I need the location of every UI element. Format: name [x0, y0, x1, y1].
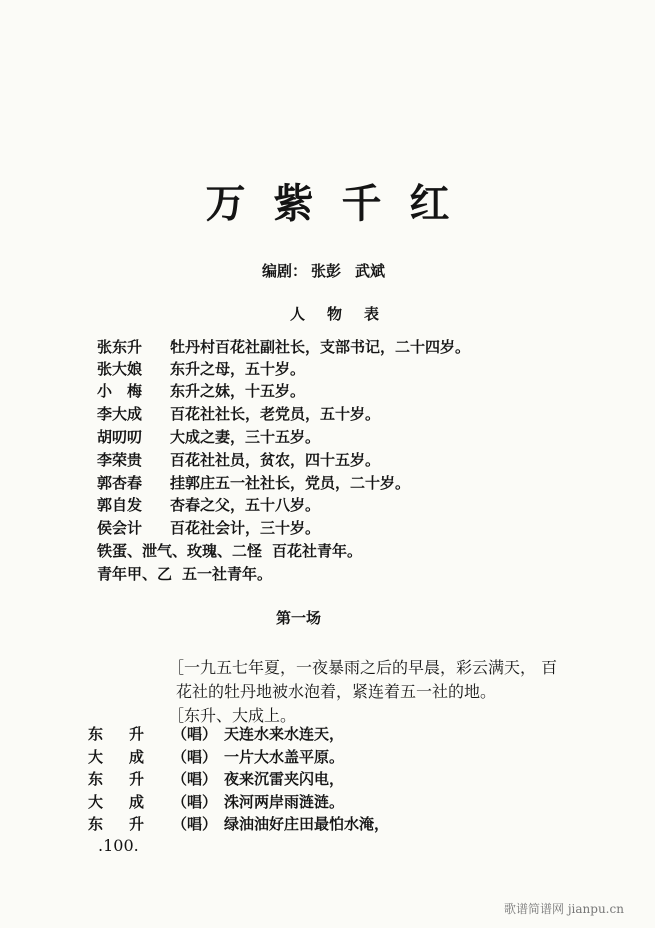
cast-row — [97, 472, 410, 493]
cast-heading: 人物表 — [290, 305, 402, 323]
cast-name: 李大成 — [97, 405, 143, 423]
authors-label: 编剧： — [262, 262, 308, 280]
speaker: 大成 — [88, 793, 171, 811]
cast-name: 李荣贵 — [97, 451, 143, 469]
dialogue-line — [88, 768, 344, 789]
cast-desc: 东升之妹，十五岁。 — [170, 382, 306, 400]
cast-name: 胡叨叨 — [97, 428, 143, 446]
dialogue-line — [88, 746, 344, 767]
sing-cue: （唱） — [172, 815, 218, 833]
cast-desc: 百花社社员，贫农，四十五岁。 — [170, 451, 381, 469]
dialogue-line — [88, 813, 389, 834]
cast-row — [97, 540, 362, 561]
sing-cue: （唱） — [172, 793, 218, 811]
cast-desc: 东升之母，五十岁。 — [170, 360, 306, 378]
dialogue-line — [88, 723, 344, 744]
cast-desc: 大成之妻，三十五岁。 — [170, 428, 321, 446]
cast-name: 侯会计 — [97, 519, 143, 537]
lyric: 夜来沉雷夹闪电， — [224, 770, 345, 788]
play-title: 万紫千红 — [205, 181, 478, 227]
page-number: .100. — [98, 836, 139, 855]
speaker: 东升 — [88, 815, 171, 833]
author-name: 武斌 — [355, 262, 386, 280]
cast-row — [97, 358, 305, 379]
authors-line — [262, 260, 385, 281]
lyric: 绿油油好庄田最怕水淹， — [224, 815, 390, 833]
cast-name: 郭杏春 — [97, 474, 143, 492]
watermark: 歌谱简谱网 jianpu.cn — [504, 902, 624, 916]
lyric: 天连水来水连天， — [224, 725, 345, 743]
cast-name: 张大娘 — [97, 360, 143, 378]
sing-cue: （唱） — [172, 748, 218, 766]
scene-heading: 第一场 — [276, 609, 322, 627]
author-name: 张彭 — [311, 262, 342, 280]
lyric: 洙河两岸雨涟涟。 — [224, 793, 345, 811]
cast-row — [97, 563, 272, 584]
cast-row — [97, 380, 305, 401]
stage-direction: ［一九五七年夏，一夜暴雨之后的早晨，彩云满天， 百 — [168, 658, 558, 677]
lyric: 一片大水盖平原。 — [224, 748, 345, 766]
cast-name: 张东升 — [97, 338, 143, 356]
cast-row — [97, 449, 380, 470]
speaker: 东升 — [88, 770, 171, 788]
cast-desc: 五一社青年。 — [182, 565, 273, 583]
cast-row — [97, 403, 380, 424]
cast-row — [97, 494, 320, 515]
cast-name: 青年甲、乙 — [97, 565, 173, 583]
speaker: 东升 — [88, 725, 171, 743]
cast-name: 郭自发 — [97, 496, 143, 514]
cast-name: 小 梅 — [97, 382, 143, 400]
sing-cue: （唱） — [172, 725, 218, 743]
cast-row — [97, 336, 470, 357]
cast-desc: 杏春之父，五十八岁。 — [170, 496, 321, 514]
sing-cue: （唱） — [172, 770, 218, 788]
cast-desc: 百花社会计，三十岁。 — [170, 519, 321, 537]
cast-desc: 牡丹村百花社副社长，支部书记，二十四岁。 — [170, 338, 471, 356]
cast-name: 铁蛋、泄气、玫瑰、二怪 — [97, 542, 263, 560]
stage-direction: ［东升、大成上。 — [168, 706, 297, 725]
dialogue-line — [88, 791, 344, 812]
stage-direction: 花社的牡丹地被水泡着，紧连着五一社的地。 — [176, 682, 497, 701]
cast-desc: 百花社青年。 — [272, 542, 363, 560]
cast-row — [97, 517, 320, 538]
cast-row — [97, 426, 320, 447]
cast-desc: 挂郭庄五一社社长，党员，二十岁。 — [170, 474, 411, 492]
cast-desc: 百花社社长，老党员，五十岁。 — [170, 405, 381, 423]
speaker: 大成 — [88, 748, 171, 766]
